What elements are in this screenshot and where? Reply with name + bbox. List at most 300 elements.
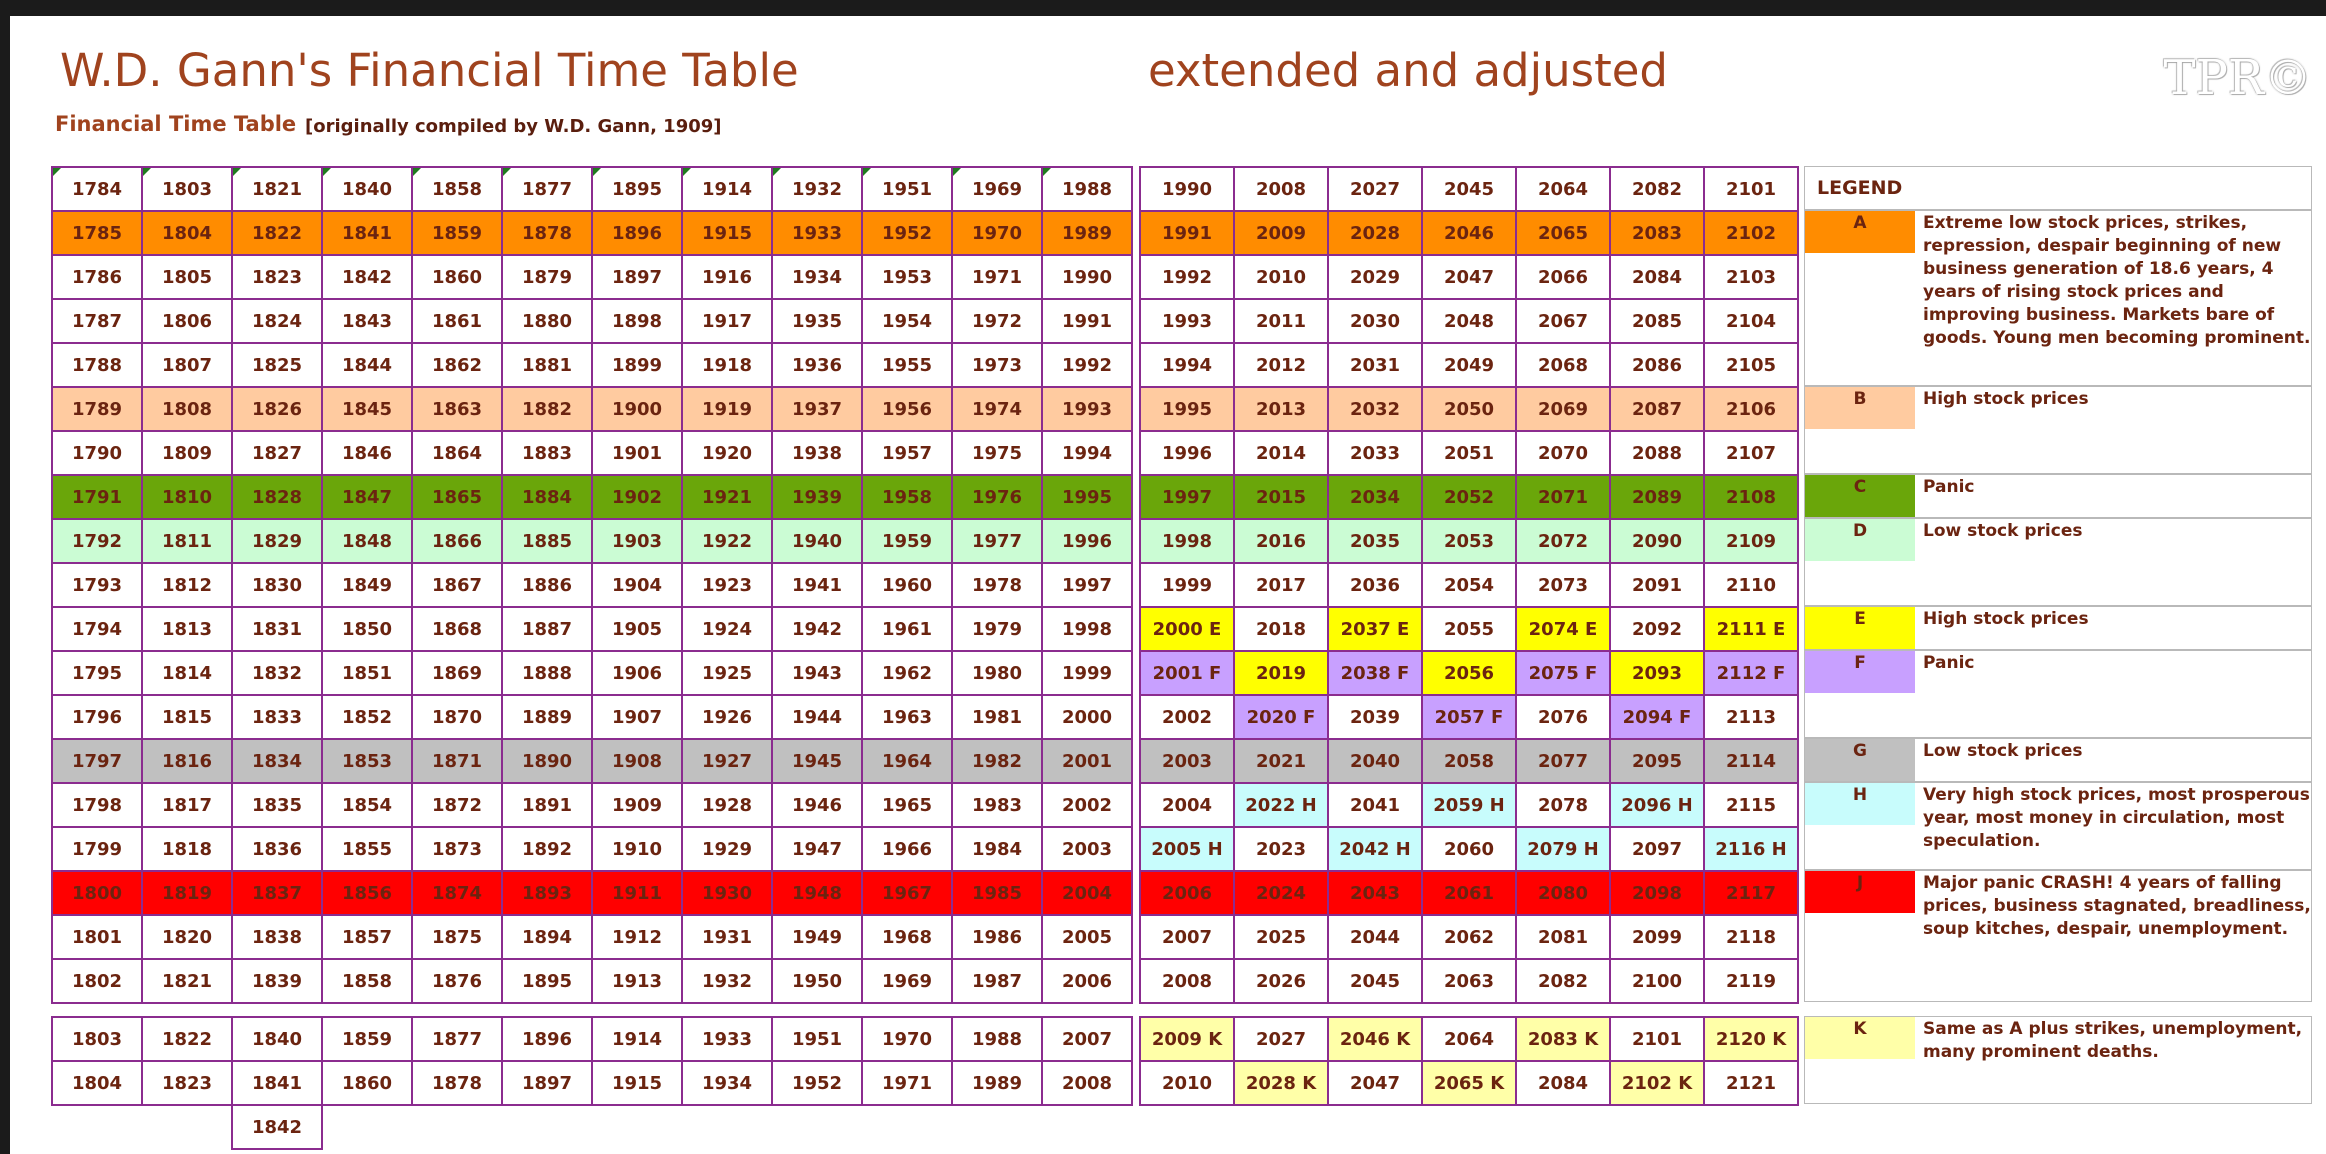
legend-swatch: C — [1805, 475, 1915, 517]
table-cell: 2003 — [1041, 826, 1133, 872]
table-cell: 1787 — [51, 298, 143, 344]
table-cell: 1798 — [51, 782, 143, 828]
table-cell: 1831 — [231, 606, 323, 652]
table-cell: 1886 — [501, 562, 593, 608]
table-cell: 1970 — [951, 210, 1043, 256]
table-cell: 1801 — [51, 914, 143, 960]
legend-description: Panic — [1923, 653, 1975, 673]
table-cell: 2071 — [1515, 474, 1611, 520]
table-cell: 1921 — [681, 474, 773, 520]
table-cell: 2027 — [1233, 1016, 1329, 1062]
table-cell: 2050 — [1421, 386, 1517, 432]
table-cell: 2079 H — [1515, 826, 1611, 872]
tpr-logo: TPR© — [2163, 50, 2312, 106]
table-cell: 1822 — [231, 210, 323, 256]
table-cell: 2105 — [1703, 342, 1799, 388]
table-cell: 1785 — [51, 210, 143, 256]
table-cell: 1965 — [861, 782, 953, 828]
table-cell: 2032 — [1327, 386, 1423, 432]
table-cell: 2024 — [1233, 870, 1329, 916]
table-cell: 2037 E — [1327, 606, 1423, 652]
legend-swatch: D — [1805, 519, 1915, 561]
table-cell: 2001 F — [1139, 650, 1235, 696]
legend-title: LEGEND — [1817, 177, 1903, 199]
table-cell: 1943 — [771, 650, 863, 696]
table-cell: 1969 — [861, 958, 953, 1004]
table-cell: 1823 — [231, 254, 323, 300]
table-cell: 2104 — [1703, 298, 1799, 344]
table-cell: 2009 K — [1139, 1016, 1235, 1062]
table-cell: 2045 — [1327, 958, 1423, 1004]
table-cell: 2073 — [1515, 562, 1611, 608]
table-cell: 1899 — [591, 342, 683, 388]
table-cell: 2046 K — [1327, 1016, 1423, 1062]
table-cell: 2075 F — [1515, 650, 1611, 696]
table-cell: 1872 — [411, 782, 503, 828]
table-cell: 1878 — [411, 1060, 503, 1106]
table-cell: 1914 — [591, 1016, 683, 1062]
table-cell: 1839 — [231, 958, 323, 1004]
table-cell: 2080 — [1515, 870, 1611, 916]
table-cell: 2028 K — [1233, 1060, 1329, 1106]
table-cell: 1827 — [231, 430, 323, 476]
compilation-note: [originally compiled by W.D. Gann, 1909] — [305, 116, 722, 137]
table-cell: 1879 — [501, 254, 593, 300]
table-cell: 1813 — [141, 606, 233, 652]
table-cell: 1988 — [951, 1016, 1043, 1062]
table-cell: 1927 — [681, 738, 773, 784]
table-cell: 1916 — [681, 254, 773, 300]
table-cell: 1811 — [141, 518, 233, 564]
table-cell: 1892 — [501, 826, 593, 872]
table-cell: 2000 — [1041, 694, 1133, 740]
page-title-extension: extended and adjusted — [1148, 44, 1668, 97]
table-cell: 1806 — [141, 298, 233, 344]
table-cell: 2072 — [1515, 518, 1611, 564]
table-cell: 1919 — [681, 386, 773, 432]
table-cell: 2022 H — [1233, 782, 1329, 828]
table-cell: 1979 — [951, 606, 1043, 652]
table-cell: 1854 — [321, 782, 413, 828]
table-cell: 1925 — [681, 650, 773, 696]
table-cell: 2044 — [1327, 914, 1423, 960]
table-cell: 2116 H — [1703, 826, 1799, 872]
table-cell: 2035 — [1327, 518, 1423, 564]
table-cell: 2061 — [1421, 870, 1517, 916]
table-cell: 1850 — [321, 606, 413, 652]
table-cell: 1885 — [501, 518, 593, 564]
table-cell: 1826 — [231, 386, 323, 432]
table-cell: 1969 — [951, 166, 1043, 212]
table-cell: 1890 — [501, 738, 593, 784]
table-cell: 1952 — [771, 1060, 863, 1106]
table-cell: 1948 — [771, 870, 863, 916]
table-cell: 2007 — [1041, 1016, 1133, 1062]
table-cell: 1934 — [771, 254, 863, 300]
table-cell: 1947 — [771, 826, 863, 872]
table-cell: 2014 — [1233, 430, 1329, 476]
table-cell: 2077 — [1515, 738, 1611, 784]
table-cell: 1945 — [771, 738, 863, 784]
table-cell: 1862 — [411, 342, 503, 388]
table-cell: 2058 — [1421, 738, 1517, 784]
table-cell: 1937 — [771, 386, 863, 432]
table-cell: 1891 — [501, 782, 593, 828]
table-cell: 2006 — [1139, 870, 1235, 916]
table-cell: 2109 — [1703, 518, 1799, 564]
table-cell: 2060 — [1421, 826, 1517, 872]
table-cell: 2102 — [1703, 210, 1799, 256]
table-cell: 1824 — [231, 298, 323, 344]
table-cell: 1973 — [951, 342, 1043, 388]
table-cell: 2048 — [1421, 298, 1517, 344]
table-cell: 1791 — [51, 474, 143, 520]
table-cell: 2088 — [1609, 430, 1705, 476]
table-cell: 1795 — [51, 650, 143, 696]
table-cell: 1939 — [771, 474, 863, 520]
table-cell: 1803 — [51, 1016, 143, 1062]
table-cell: 2049 — [1421, 342, 1517, 388]
table-cell: 2115 — [1703, 782, 1799, 828]
table-cell: 1835 — [231, 782, 323, 828]
table-cell: 2006 — [1041, 958, 1133, 1004]
table-cell: 2062 — [1421, 914, 1517, 960]
table-cell: 1821 — [231, 166, 323, 212]
table-cell: 1878 — [501, 210, 593, 256]
table-cell: 1896 — [501, 1016, 593, 1062]
table-cell: 2083 — [1609, 210, 1705, 256]
table-cell: 2111 E — [1703, 606, 1799, 652]
table-cell: 2010 — [1139, 1060, 1235, 1106]
table-cell: 2085 — [1609, 298, 1705, 344]
table-cell: 1959 — [861, 518, 953, 564]
table-cell: 2091 — [1609, 562, 1705, 608]
table-cell: 1955 — [861, 342, 953, 388]
table-cell: 2019 — [1233, 650, 1329, 696]
table-cell: 1903 — [591, 518, 683, 564]
table-cell: 2068 — [1515, 342, 1611, 388]
table-cell: 2001 — [1041, 738, 1133, 784]
table-cell: 1864 — [411, 430, 503, 476]
table-cell: 2117 — [1703, 870, 1799, 916]
table-cell: 2005 H — [1139, 826, 1235, 872]
table-cell: 1823 — [141, 1060, 233, 1106]
table-cell: 2095 — [1609, 738, 1705, 784]
legend-description: Very high stock prices, most prosperous year, most money in circulation, most speculation. — [1923, 785, 2310, 851]
table-cell: 1807 — [141, 342, 233, 388]
table-cell: 1834 — [231, 738, 323, 784]
table-cell: 2106 — [1703, 386, 1799, 432]
table-cell: 2113 — [1703, 694, 1799, 740]
table-cell: 1911 — [591, 870, 683, 916]
table-cell: 1968 — [861, 914, 953, 960]
table-cell: 1784 — [51, 166, 143, 212]
table-cell: 2102 K — [1609, 1060, 1705, 1106]
table-cell: 1842 — [231, 1104, 323, 1150]
table-cell: 1819 — [141, 870, 233, 916]
table-cell: 2099 — [1609, 914, 1705, 960]
table-cell: 1996 — [1041, 518, 1133, 564]
table-cell: 1977 — [951, 518, 1043, 564]
table-cell: 1808 — [141, 386, 233, 432]
legend-item-c — [1804, 474, 2312, 518]
table-cell: 1975 — [951, 430, 1043, 476]
table-cell: 1792 — [51, 518, 143, 564]
table-cell: 1897 — [591, 254, 683, 300]
table-cell: 1873 — [411, 826, 503, 872]
table-cell: 1858 — [411, 166, 503, 212]
table-cell: 1877 — [411, 1016, 503, 1062]
table-cell: 2004 — [1139, 782, 1235, 828]
table-cell: 1838 — [231, 914, 323, 960]
table-cell: 1800 — [51, 870, 143, 916]
table-cell: 1993 — [1041, 386, 1133, 432]
table-cell: 1987 — [951, 958, 1043, 1004]
table-cell: 1999 — [1139, 562, 1235, 608]
table-cell: 1918 — [681, 342, 773, 388]
table-cell: 1970 — [861, 1016, 953, 1062]
table-cell: 1889 — [501, 694, 593, 740]
table-cell: 1804 — [51, 1060, 143, 1106]
table-cell: 1797 — [51, 738, 143, 784]
table-cell: 1841 — [321, 210, 413, 256]
table-cell: 1849 — [321, 562, 413, 608]
table-cell: 1859 — [321, 1016, 413, 1062]
table-cell: 2098 — [1609, 870, 1705, 916]
table-cell: 2027 — [1327, 166, 1423, 212]
table-cell: 2092 — [1609, 606, 1705, 652]
table-cell: 1909 — [591, 782, 683, 828]
table-cell: 2090 — [1609, 518, 1705, 564]
table-cell: 1812 — [141, 562, 233, 608]
table-cell: 1946 — [771, 782, 863, 828]
table-cell: 2087 — [1609, 386, 1705, 432]
legend-item-h — [1804, 782, 2312, 870]
table-cell: 1913 — [591, 958, 683, 1004]
table-cell: 1788 — [51, 342, 143, 388]
table-cell: 1967 — [861, 870, 953, 916]
table-cell: 1932 — [681, 958, 773, 1004]
table-cell: 1924 — [681, 606, 773, 652]
table-cell: 1931 — [681, 914, 773, 960]
table-cell: 1790 — [51, 430, 143, 476]
table-cell: 1848 — [321, 518, 413, 564]
table-cell: 1884 — [501, 474, 593, 520]
table-cell: 2042 H — [1327, 826, 1423, 872]
legend-item-d — [1804, 518, 2312, 606]
table-cell: 2052 — [1421, 474, 1517, 520]
table-cell: 2070 — [1515, 430, 1611, 476]
table-cell: 1934 — [681, 1060, 773, 1106]
legend-swatch: B — [1805, 387, 1915, 429]
table-cell: 1981 — [951, 694, 1043, 740]
table-cell: 2002 — [1041, 782, 1133, 828]
legend-item-k — [1804, 1016, 2312, 1104]
table-cell: 1951 — [771, 1016, 863, 1062]
table-cell: 1880 — [501, 298, 593, 344]
legend-swatch: F — [1805, 651, 1915, 693]
table-cell: 1942 — [771, 606, 863, 652]
table-cell: 1922 — [681, 518, 773, 564]
table-cell: 1844 — [321, 342, 413, 388]
table-cell: 2012 — [1233, 342, 1329, 388]
legend-swatch: K — [1805, 1017, 1915, 1059]
table-cell: 1832 — [231, 650, 323, 696]
table-cell: 2076 — [1515, 694, 1611, 740]
table-cell: 2008 — [1139, 958, 1235, 1004]
table-cell: 2020 F — [1233, 694, 1329, 740]
table-cell: 2094 F — [1609, 694, 1705, 740]
table-cell: 2038 F — [1327, 650, 1423, 696]
table-cell: 1957 — [861, 430, 953, 476]
table-cell: 1897 — [501, 1060, 593, 1106]
table-cell: 2118 — [1703, 914, 1799, 960]
table-cell: 1817 — [141, 782, 233, 828]
table-cell: 1840 — [321, 166, 413, 212]
table-cell: 1857 — [321, 914, 413, 960]
table-cell: 1829 — [231, 518, 323, 564]
table-cell: 1929 — [681, 826, 773, 872]
table-cell: 2114 — [1703, 738, 1799, 784]
financial-time-table-page — [10, 16, 2326, 1154]
table-cell: 1950 — [771, 958, 863, 1004]
table-cell: 1992 — [1139, 254, 1235, 300]
table-cell: 1991 — [1041, 298, 1133, 344]
table-cell: 2093 — [1609, 650, 1705, 696]
table-cell: 2007 — [1139, 914, 1235, 960]
table-cell: 1998 — [1041, 606, 1133, 652]
table-cell: 1804 — [141, 210, 233, 256]
table-cell: 1990 — [1139, 166, 1235, 212]
table-cell: 1861 — [411, 298, 503, 344]
table-cell: 1853 — [321, 738, 413, 784]
table-cell: 1997 — [1139, 474, 1235, 520]
table-cell: 1871 — [411, 738, 503, 784]
table-cell: 2083 K — [1515, 1016, 1611, 1062]
table-cell: 2004 — [1041, 870, 1133, 916]
table-cell: 2039 — [1327, 694, 1423, 740]
table-cell: 2003 — [1139, 738, 1235, 784]
table-cell: 2009 — [1233, 210, 1329, 256]
table-cell: 2011 — [1233, 298, 1329, 344]
table-cell: 1992 — [1041, 342, 1133, 388]
table-cell: 1915 — [591, 1060, 683, 1106]
table-cell: 2057 F — [1421, 694, 1517, 740]
table-cell: 1863 — [411, 386, 503, 432]
table-cell: 2101 — [1703, 166, 1799, 212]
table-cell: 1915 — [681, 210, 773, 256]
table-cell: 2082 — [1515, 958, 1611, 1004]
table-cell: 1944 — [771, 694, 863, 740]
table-cell: 1865 — [411, 474, 503, 520]
table-cell: 2008 — [1041, 1060, 1133, 1106]
table-cell: 1876 — [411, 958, 503, 1004]
table-cell: 1802 — [51, 958, 143, 1004]
table-cell: 1949 — [771, 914, 863, 960]
table-cell: 1989 — [951, 1060, 1043, 1106]
table-cell: 1912 — [591, 914, 683, 960]
table-cell: 2120 K — [1703, 1016, 1799, 1062]
table-cell: 1847 — [321, 474, 413, 520]
table-cell: 1852 — [321, 694, 413, 740]
table-cell: 1828 — [231, 474, 323, 520]
table-cell: 2082 — [1609, 166, 1705, 212]
table-cell: 2043 — [1327, 870, 1423, 916]
table-cell: 1830 — [231, 562, 323, 608]
legend-description: Same as A plus strikes, unemployment, many prominent deaths. — [1923, 1019, 2303, 1062]
table-cell: 1833 — [231, 694, 323, 740]
table-cell: 1810 — [141, 474, 233, 520]
table-cell: 1966 — [861, 826, 953, 872]
table-cell: 1888 — [501, 650, 593, 696]
table-cell: 1938 — [771, 430, 863, 476]
table-cell: 2023 — [1233, 826, 1329, 872]
table-cell: 1953 — [861, 254, 953, 300]
table-cell: 2000 E — [1139, 606, 1235, 652]
table-cell: 1954 — [861, 298, 953, 344]
table-cell: 1860 — [321, 1060, 413, 1106]
table-cell: 2084 — [1609, 254, 1705, 300]
table-cell: 1820 — [141, 914, 233, 960]
table-cell: 2089 — [1609, 474, 1705, 520]
table-cell: 2084 — [1515, 1060, 1611, 1106]
table-cell: 2100 — [1609, 958, 1705, 1004]
table-cell: 2026 — [1233, 958, 1329, 1004]
table-cell: 2031 — [1327, 342, 1423, 388]
legend-item-e — [1804, 606, 2312, 650]
table-cell: 1893 — [501, 870, 593, 916]
table-cell: 1994 — [1041, 430, 1133, 476]
table-cell: 1991 — [1139, 210, 1235, 256]
table-cell: 2086 — [1609, 342, 1705, 388]
table-cell: 1983 — [951, 782, 1043, 828]
table-cell: 2036 — [1327, 562, 1423, 608]
table-cell: 1856 — [321, 870, 413, 916]
table-cell: 2065 — [1515, 210, 1611, 256]
table-cell: 1877 — [501, 166, 593, 212]
table-cell: 2067 — [1515, 298, 1611, 344]
table-cell: 1986 — [951, 914, 1043, 960]
table-cell: 1895 — [591, 166, 683, 212]
table-cell: 1958 — [861, 474, 953, 520]
table-cell: 1917 — [681, 298, 773, 344]
table-cell: 1874 — [411, 870, 503, 916]
table-cell: 1821 — [141, 958, 233, 1004]
table-cell: 1866 — [411, 518, 503, 564]
table-cell: 2013 — [1233, 386, 1329, 432]
table-cell: 1894 — [501, 914, 593, 960]
table-cell: 1994 — [1139, 342, 1235, 388]
table-cell: 1971 — [861, 1060, 953, 1106]
legend-description: Low stock prices — [1923, 521, 2083, 541]
table-cell: 1805 — [141, 254, 233, 300]
table-cell: 2016 — [1233, 518, 1329, 564]
table-cell: 1988 — [1041, 166, 1133, 212]
table-cell: 2096 H — [1609, 782, 1705, 828]
legend-swatch: E — [1805, 607, 1915, 649]
table-cell: 1930 — [681, 870, 773, 916]
table-subtitle: Financial Time Table — [55, 112, 297, 136]
table-cell: 2101 — [1609, 1016, 1705, 1062]
table-cell: 2002 — [1139, 694, 1235, 740]
table-cell: 1822 — [141, 1016, 233, 1062]
table-cell: 2108 — [1703, 474, 1799, 520]
table-cell: 1818 — [141, 826, 233, 872]
table-cell: 1841 — [231, 1060, 323, 1106]
table-cell: 1875 — [411, 914, 503, 960]
table-cell: 2069 — [1515, 386, 1611, 432]
table-cell: 1956 — [861, 386, 953, 432]
